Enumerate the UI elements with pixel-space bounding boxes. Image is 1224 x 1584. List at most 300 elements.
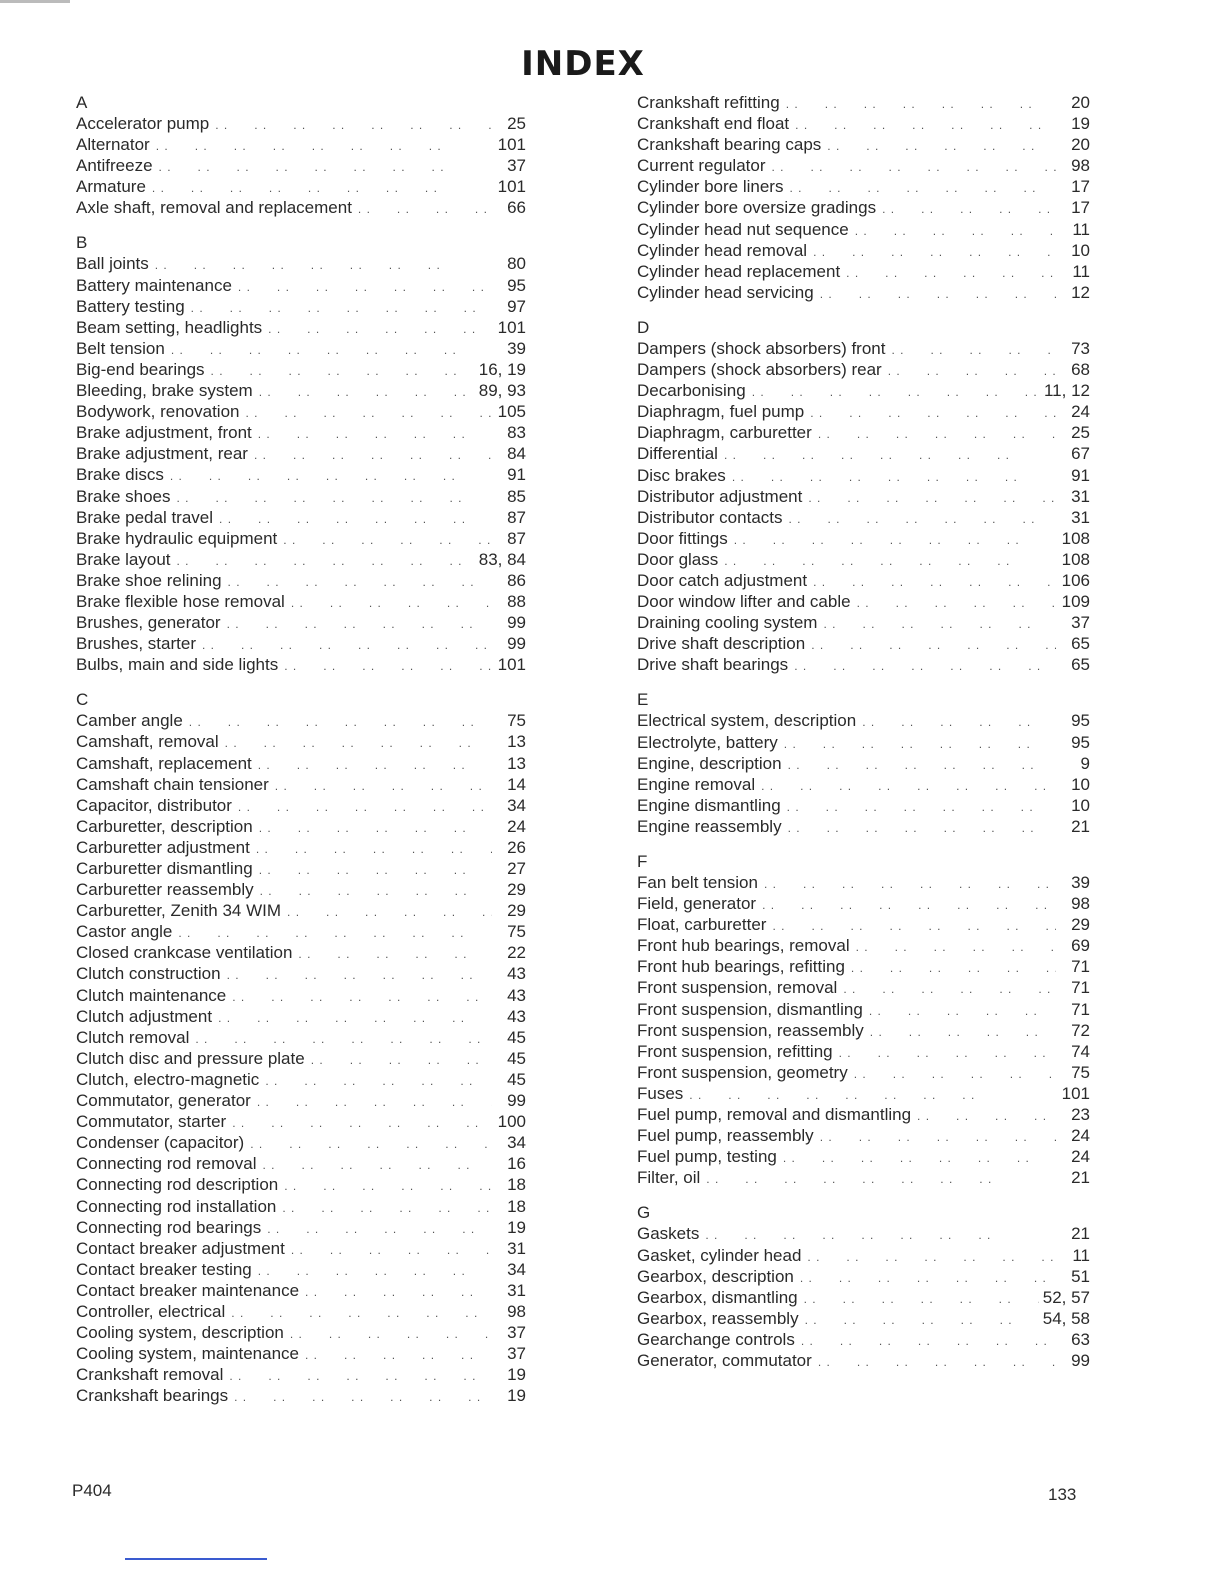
footer-code: P404 xyxy=(72,1481,112,1500)
index-entry xyxy=(637,654,1090,675)
dot-leader xyxy=(227,614,492,635)
index-entry xyxy=(76,1322,526,1343)
entry-topic: Cylinder head replacement xyxy=(637,261,841,281)
dot-leader xyxy=(189,712,492,733)
index-entry xyxy=(76,591,526,612)
dot-leader xyxy=(724,445,1056,466)
dot-leader xyxy=(155,255,492,276)
entry-topic: Fuses xyxy=(637,1083,684,1103)
index-entry xyxy=(637,795,1090,816)
index-entry xyxy=(76,774,526,795)
entry-page-number: 95 xyxy=(507,275,526,295)
dot-leader xyxy=(788,818,1056,839)
dot-leader xyxy=(800,1268,1056,1289)
entry-page-number: 25 xyxy=(1071,423,1090,443)
entry-page-number: 95 xyxy=(1071,732,1090,752)
entry-page-number: 37 xyxy=(507,1323,526,1343)
dot-leader xyxy=(784,734,1056,755)
entry-topic: Condenser (capacitor) xyxy=(76,1133,245,1153)
entry-page-number: 27 xyxy=(507,859,526,878)
index-entry xyxy=(637,872,1090,893)
entry-topic: Front suspension, reassembly xyxy=(637,1020,864,1040)
entry-topic: Contact breaker maintenance xyxy=(76,1280,300,1300)
index-entry xyxy=(76,1090,526,1111)
section-letter: G xyxy=(637,1203,651,1223)
dot-leader xyxy=(856,937,1056,958)
entry-page-number: 101 xyxy=(497,655,526,675)
index-section xyxy=(76,92,526,218)
dot-leader xyxy=(839,1043,1056,1064)
entry-page-number: 34 xyxy=(507,795,526,815)
index-entry xyxy=(637,893,1090,914)
entry-page-number: 89, 93 xyxy=(478,381,526,401)
index-entry xyxy=(637,155,1090,176)
entry-page-number: 63 xyxy=(1071,1329,1090,1349)
index-entry xyxy=(637,732,1090,753)
entry-page-number: 66 xyxy=(507,198,526,218)
dot-leader xyxy=(259,860,492,881)
entry-page-number: 39 xyxy=(507,338,526,358)
index-section xyxy=(637,689,1090,837)
index-entry xyxy=(76,731,526,752)
dot-leader xyxy=(870,1022,1056,1043)
entry-topic: Door window lifter and cable xyxy=(637,592,851,612)
dot-leader xyxy=(705,1225,1056,1246)
entry-page-number: 31 xyxy=(507,1280,526,1300)
dot-leader xyxy=(219,509,492,530)
dot-leader xyxy=(846,263,1056,284)
entry-topic: Gearchange controls xyxy=(637,1329,795,1349)
index-entry xyxy=(637,570,1090,591)
dot-leader xyxy=(854,1064,1056,1085)
entry-page-number: 22 xyxy=(507,943,526,963)
entry-topic: Crankshaft end float xyxy=(637,114,790,134)
entry-topic: Crankshaft refitting xyxy=(637,93,780,112)
index-entry xyxy=(76,858,526,879)
entry-topic: Engine removal xyxy=(637,774,756,794)
index-entry xyxy=(76,1364,526,1385)
section-letter: E xyxy=(637,690,649,710)
index-entry xyxy=(76,612,526,633)
dot-leader xyxy=(284,1176,492,1197)
dot-leader xyxy=(851,958,1056,979)
index-entry xyxy=(637,240,1090,261)
index-entry xyxy=(76,176,526,197)
entry-topic: Door glass xyxy=(637,549,719,569)
entry-page-number: 109 xyxy=(1061,592,1090,612)
index-entry xyxy=(76,837,526,858)
entry-topic: Brake layout xyxy=(76,549,171,569)
dot-leader xyxy=(804,1289,1039,1310)
entry-page-number: 97 xyxy=(507,296,526,316)
index-entry xyxy=(637,443,1090,464)
entry-topic: Brake adjustment, rear xyxy=(76,444,248,464)
entry-page-number: 99 xyxy=(507,634,526,654)
entry-topic: Electrical system, description xyxy=(637,711,857,731)
dot-leader xyxy=(891,340,1056,361)
index-entry xyxy=(637,1350,1090,1371)
entry-page-number: 75 xyxy=(1071,1062,1090,1082)
index-column-right xyxy=(637,92,1090,1385)
entry-topic: Drive shaft bearings xyxy=(637,655,789,675)
index-entry xyxy=(637,1041,1090,1062)
entry-page-number: 29 xyxy=(507,901,526,921)
dot-leader xyxy=(862,712,1056,733)
dot-leader xyxy=(820,284,1056,305)
dot-leader xyxy=(882,199,1056,220)
dot-leader xyxy=(787,797,1056,818)
entry-page-number: 87 xyxy=(507,528,526,548)
entry-topic: Crankshaft bearings xyxy=(76,1386,229,1406)
entry-page-number: 67 xyxy=(1071,444,1090,464)
dot-leader xyxy=(177,488,493,509)
entry-topic: Carburetter reassembly xyxy=(76,880,254,900)
index-entry xyxy=(76,1385,526,1406)
entry-topic: Big-end bearings xyxy=(76,359,205,379)
dot-leader xyxy=(789,509,1057,530)
entry-topic: Brake hydraulic equipment xyxy=(76,528,278,548)
dot-leader xyxy=(291,1240,492,1261)
index-entry xyxy=(76,359,526,380)
entry-topic: Clutch removal xyxy=(76,1027,190,1047)
index-entry xyxy=(637,1146,1090,1167)
entry-topic: Dampers (shock absorbers) front xyxy=(637,338,886,358)
index-entry xyxy=(76,197,526,218)
index-entry xyxy=(76,486,526,507)
dot-leader xyxy=(358,199,492,220)
dot-leader xyxy=(257,1092,492,1113)
dot-leader xyxy=(234,1387,492,1408)
dot-leader xyxy=(752,382,1040,403)
entry-topic: Controller, electrical xyxy=(76,1301,226,1321)
entry-page-number: 18 xyxy=(507,1175,526,1195)
entry-topic: Electrolyte, battery xyxy=(637,732,778,752)
entry-topic: Battery testing xyxy=(76,296,185,316)
entry-page-number: 11 xyxy=(1072,1245,1090,1265)
dot-leader xyxy=(706,1169,1056,1190)
dot-leader xyxy=(191,298,492,319)
entry-topic: Draining cooling system xyxy=(637,613,818,633)
entry-topic: Front suspension, refitting xyxy=(637,1041,833,1061)
entry-topic: Connecting rod bearings xyxy=(76,1217,262,1237)
scan-underline-mark xyxy=(125,1558,267,1560)
index-entry xyxy=(637,507,1090,528)
index-entry xyxy=(637,1245,1090,1266)
entry-topic: Field, generator xyxy=(637,894,757,914)
entry-topic: Front suspension, dismantling xyxy=(637,999,863,1019)
entry-page-number: 71 xyxy=(1071,999,1090,1019)
index-entry xyxy=(76,921,526,942)
dot-leader xyxy=(283,530,492,551)
dot-leader xyxy=(810,403,1056,424)
index-entry xyxy=(76,963,526,984)
index-entry xyxy=(76,710,526,731)
dot-leader xyxy=(789,178,1056,199)
index-entry xyxy=(76,795,526,816)
dot-leader xyxy=(258,755,492,776)
index-entry xyxy=(76,1259,526,1280)
entry-page-number: 87 xyxy=(507,507,526,527)
entry-page-number: 91 xyxy=(507,465,526,485)
index-entry xyxy=(637,359,1090,380)
entry-page-number: 18 xyxy=(507,1196,526,1216)
dot-leader xyxy=(267,1219,492,1240)
entry-topic: Brushes, generator xyxy=(76,613,221,633)
entry-page-number: 19 xyxy=(507,1365,526,1385)
entry-page-number: 99 xyxy=(1071,1350,1090,1370)
entry-page-number: 31 xyxy=(1071,486,1090,506)
entry-page-number: 65 xyxy=(1071,655,1090,675)
dot-leader xyxy=(218,1008,492,1029)
dot-leader xyxy=(843,979,1056,1000)
entry-topic: Bleeding, brake system xyxy=(76,381,253,401)
entry-topic: Beam setting, headlights xyxy=(76,317,263,337)
entry-page-number: 85 xyxy=(507,486,526,506)
entry-page-number: 24 xyxy=(1071,1147,1090,1167)
entry-topic: Capacitor, distributor xyxy=(76,795,232,815)
index-entry xyxy=(637,753,1090,774)
section-letter: F xyxy=(637,852,648,871)
entry-page-number: 17 xyxy=(1071,177,1090,197)
entry-page-number: 21 xyxy=(1071,816,1090,836)
dot-leader xyxy=(256,839,492,860)
entry-page-number: 45 xyxy=(507,1069,526,1089)
entry-topic: Brushes, starter xyxy=(76,634,196,654)
dot-leader xyxy=(231,1303,492,1324)
entry-topic: Axle shaft, removal and replacement xyxy=(76,198,352,218)
index-entry xyxy=(637,528,1090,549)
entry-page-number: 19 xyxy=(1071,114,1090,134)
index-entry xyxy=(76,1027,526,1048)
dot-leader xyxy=(268,319,492,340)
dot-leader xyxy=(229,1366,492,1387)
index-column-left xyxy=(76,92,526,1420)
dot-leader xyxy=(171,340,492,361)
entry-page-number: 84 xyxy=(507,444,526,464)
entry-topic: Brake adjustment, front xyxy=(76,423,252,443)
dot-leader xyxy=(202,635,492,656)
entry-page-number: 108 xyxy=(1061,549,1090,569)
entry-topic: Generator, commutator xyxy=(637,1350,812,1370)
dot-leader xyxy=(238,277,492,298)
index-entry xyxy=(76,507,526,528)
dot-leader xyxy=(238,797,492,818)
entry-topic: Camshaft, replacement xyxy=(76,753,252,773)
dot-leader xyxy=(245,403,492,424)
entry-page-number: 80 xyxy=(507,254,526,274)
index-entry xyxy=(76,900,526,921)
entry-topic: Gearbox, dismantling xyxy=(637,1287,798,1307)
entry-page-number: 13 xyxy=(507,732,526,752)
entry-topic: Camshaft chain tensioner xyxy=(76,774,269,794)
scan-edge-mark xyxy=(0,0,70,3)
dot-leader xyxy=(823,614,1056,635)
footer-page-number: 133 xyxy=(1048,1485,1077,1504)
entry-page-number: 43 xyxy=(507,985,526,1005)
entry-page-number: 74 xyxy=(1071,1041,1090,1061)
index-entry xyxy=(76,1343,526,1364)
index-entry xyxy=(637,1020,1090,1041)
entry-topic: Clutch maintenance xyxy=(76,985,227,1005)
entry-page-number: 11 xyxy=(1072,261,1090,281)
entry-topic: Connecting rod description xyxy=(76,1175,279,1195)
index-entry xyxy=(76,380,526,401)
index-entry xyxy=(637,935,1090,956)
index-entry xyxy=(76,338,526,359)
index-entry xyxy=(76,549,526,570)
entry-page-number: 16 xyxy=(507,1154,526,1174)
entry-topic: Engine dismantling xyxy=(637,795,781,815)
entry-page-number: 29 xyxy=(507,880,526,900)
entry-page-number: 98 xyxy=(1071,156,1090,176)
dot-leader xyxy=(287,902,492,923)
dot-leader xyxy=(290,1324,492,1345)
index-entry xyxy=(76,985,526,1006)
entry-topic: Camshaft, removal xyxy=(76,732,219,752)
entry-topic: Clutch construction xyxy=(76,964,221,984)
index-entry xyxy=(637,914,1090,935)
index-entry xyxy=(637,774,1090,795)
dot-leader xyxy=(783,1148,1056,1169)
entry-page-number: 105 xyxy=(497,402,526,422)
entry-page-number: 106 xyxy=(1061,570,1090,590)
page-title: INDEX xyxy=(521,44,645,84)
entry-topic: Cylinder head servicing xyxy=(637,282,814,302)
entry-topic: Fuel pump, reassembly xyxy=(637,1126,814,1146)
index-entry xyxy=(76,1301,526,1322)
entry-topic: Gasket, cylinder head xyxy=(637,1245,802,1265)
index-entry xyxy=(637,956,1090,977)
dot-leader xyxy=(305,1282,492,1303)
dot-leader xyxy=(259,818,492,839)
dot-leader xyxy=(808,488,1056,509)
dot-leader xyxy=(855,221,1056,242)
dot-leader xyxy=(786,94,1056,115)
index-entry xyxy=(76,422,526,443)
index-entry xyxy=(76,528,526,549)
index-section xyxy=(637,317,1090,676)
entry-topic: Dampers (shock absorbers) rear xyxy=(637,360,882,380)
dot-leader xyxy=(761,776,1056,797)
entry-topic: Gaskets xyxy=(637,1224,700,1244)
dot-leader xyxy=(813,572,1056,593)
index-entry xyxy=(637,999,1090,1020)
entry-page-number: 75 xyxy=(507,922,526,942)
index-entry xyxy=(637,465,1090,486)
index-entry xyxy=(637,977,1090,998)
index-entry xyxy=(637,113,1090,134)
entry-page-number: 37 xyxy=(507,156,526,176)
dot-leader xyxy=(764,874,1056,895)
index-section xyxy=(637,1202,1090,1371)
index-section xyxy=(637,851,1090,1188)
entry-topic: Carburetter, Zenith 34 WIM xyxy=(76,901,282,921)
dot-leader xyxy=(215,115,492,136)
index-entry xyxy=(76,753,526,774)
index-entry xyxy=(637,591,1090,612)
index-entry xyxy=(76,134,526,155)
entry-page-number: 43 xyxy=(507,964,526,984)
entry-page-number: 17 xyxy=(1071,198,1090,218)
entry-topic: Camber angle xyxy=(76,711,183,731)
entry-page-number: 101 xyxy=(497,135,526,155)
entry-page-number: 14 xyxy=(507,774,526,794)
entry-topic: Connecting rod removal xyxy=(76,1154,257,1174)
entry-topic: Differential xyxy=(637,444,718,464)
dot-leader xyxy=(795,115,1056,136)
entry-topic: Engine reassembly xyxy=(637,816,782,836)
index-entry xyxy=(76,155,526,176)
dot-leader xyxy=(305,1345,492,1366)
entry-page-number: 13 xyxy=(507,753,526,773)
dot-leader xyxy=(917,1106,1056,1127)
entry-topic: Carburetter adjustment xyxy=(76,837,250,857)
entry-page-number: 51 xyxy=(1071,1266,1090,1286)
index-entry xyxy=(637,282,1090,303)
index-entry xyxy=(76,1174,526,1195)
index-entry xyxy=(637,1287,1090,1308)
entry-page-number: 101 xyxy=(497,317,526,337)
dot-leader xyxy=(275,776,492,797)
entry-topic: Closed crankcase ventilation xyxy=(76,943,293,963)
index-entry xyxy=(76,1048,526,1069)
index-entry xyxy=(637,176,1090,197)
index-entry xyxy=(637,486,1090,507)
index-entry xyxy=(637,612,1090,633)
entry-topic: Diaphragm, carburetter xyxy=(637,423,812,443)
entry-page-number: 34 xyxy=(507,1259,526,1279)
index-entry xyxy=(76,879,526,900)
index-entry xyxy=(76,296,526,317)
index-entry xyxy=(637,1125,1090,1146)
entry-topic: Gearbox, reassembly xyxy=(637,1308,799,1328)
entry-topic: Disc brakes xyxy=(637,465,726,485)
dot-leader xyxy=(284,656,492,677)
index-section xyxy=(76,232,526,675)
dot-leader xyxy=(762,895,1056,916)
dot-leader xyxy=(170,466,492,487)
dot-leader xyxy=(159,157,492,178)
entry-topic: Clutch adjustment xyxy=(76,1006,213,1026)
entry-topic: Distributor contacts xyxy=(637,507,783,527)
section-letter: B xyxy=(76,233,88,253)
dot-leader xyxy=(772,157,1056,178)
entry-topic: Current regulator xyxy=(637,156,766,176)
entry-page-number: 99 xyxy=(507,1091,526,1111)
entry-page-number: 101 xyxy=(1061,1083,1090,1103)
entry-topic: Filter, oil xyxy=(637,1168,701,1188)
index-entry xyxy=(637,338,1090,359)
dot-leader xyxy=(298,944,492,965)
entry-page-number: 83, 84 xyxy=(478,549,526,569)
entry-page-number: 23 xyxy=(1071,1105,1090,1125)
entry-page-number: 86 xyxy=(507,570,526,590)
entry-page-number: 24 xyxy=(1071,402,1090,422)
entry-page-number: 68 xyxy=(1071,360,1090,380)
index-entry xyxy=(637,380,1090,401)
entry-page-number: 91 xyxy=(1071,465,1090,485)
entry-topic: Gearbox, description xyxy=(637,1266,794,1286)
entry-page-number: 54, 58 xyxy=(1042,1308,1090,1328)
index-entry xyxy=(637,633,1090,654)
index-entry xyxy=(76,1153,526,1174)
index-entry xyxy=(76,1132,526,1153)
entry-topic: Battery maintenance xyxy=(76,275,232,295)
entry-topic: Engine, description xyxy=(637,753,782,773)
entry-topic: Armature xyxy=(76,177,146,197)
index-entry xyxy=(637,549,1090,570)
entry-page-number: 21 xyxy=(1071,1224,1090,1244)
